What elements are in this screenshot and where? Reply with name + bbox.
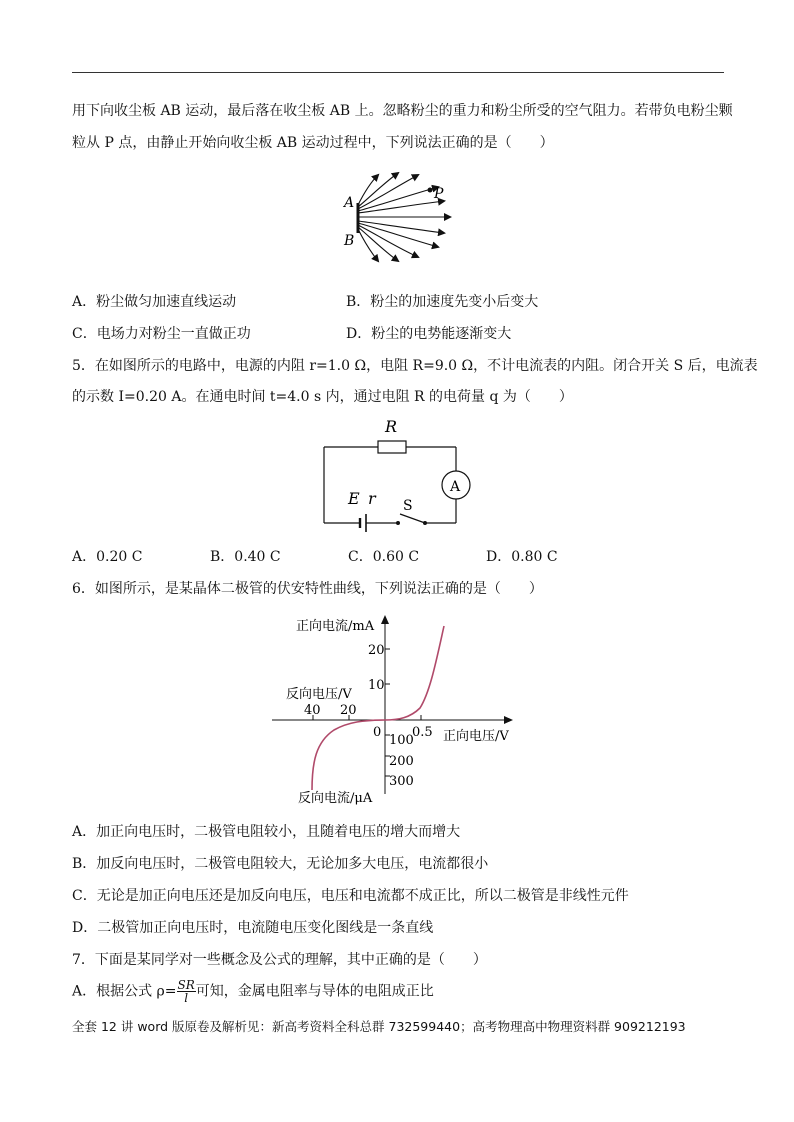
q6-option-a: A．加正向电压时，二极管电阻较小，且随着电压的增大而增大 [72,824,461,840]
y-tick-10: 10 [368,678,385,693]
q5-option-a: A．0.20 C [72,549,143,565]
fraction-numerator: SR [177,978,195,992]
q6-option-d: D．二极管加正向电压时，电流随电压变化图线是一条直线 [72,920,434,936]
q4-option-a: A．粉尘做匀加速直线运动 [72,294,237,310]
label-switch: S [403,498,413,514]
q5-line-2: 的示数 I=0.20 A。在通电时间 t=4.0 s 内，通过电阻 R 的电荷量 q 为（ ） [72,389,573,405]
label-ammeter: A [450,479,461,495]
q5-line-1: 5．在如图所示的电路中，电源的内阻 r=1.0 Ω，电阻 R=9.0 Ω，不计电流表的内阻。闭合开关 S 后，电流表 [72,358,758,374]
y-tick-neg-300: 300 [389,774,414,789]
switch-s [400,514,425,523]
q4-line-2: 粒从 P 点，由静止开始向收尘板 AB 运动过程中，下列说法正确的是（ ） [72,135,554,151]
footer-note: 全套 12 讲 word 版原卷及解析见：新高考资料全科总群 732599440；高考物理高中物理资料群 909212193 [72,1019,686,1034]
x-positive-label: 正向电压/V [443,729,509,744]
y-negative-label: 反向电流/μA [298,791,373,806]
y-tick-neg-100: 100 [389,733,414,748]
label-internal-r: r [368,489,376,508]
q4-line-1: 用下向收尘板 AB 运动，最后落在收尘板 AB 上。忽略粉尘的重力和粉尘所受的空气阻力。若带负电粉尘颗 [72,103,733,119]
point-p [428,188,433,193]
label-r: R [385,417,398,436]
q4-option-c: C．电场力对粉尘一直做正功 [72,326,251,342]
fraction-denominator: l [184,991,189,1005]
q4-option-d: D．粉尘的电势能逐渐变大 [346,326,512,342]
label-emf: E [348,489,360,508]
header-rule [72,72,724,73]
x-tick-40: 40 [304,703,321,718]
q5-option-c: C．0.60 C [348,549,420,565]
resistor-r [378,441,406,453]
q5-option-b: B．0.40 C [210,549,281,565]
x-tick-20: 20 [340,703,357,718]
q6-option-c: C．无论是加正向电压还是加反向电压，电压和电流都不成正比，所以二极管是非线性元件 [72,888,629,904]
q7-option-a-prefix: A．根据公式 ρ= [72,983,177,1000]
y-tick-20: 20 [368,643,385,658]
x-tick-0-5: 0.5 [412,725,433,740]
electric-field-figure [330,165,470,275]
y-tick-neg-200: 200 [389,754,414,769]
label-a: A [344,195,355,211]
x-negative-label: 反向电压/V [286,687,352,702]
label-p: P [434,186,444,202]
q7-stem: 7．下面是某同学对一些概念及公式的理解，其中正确的是（ ） [72,952,487,968]
resistivity-fraction [177,979,196,1004]
q7-option-a-suffix: 可知，金属电阻率与导体的电阻成正比 [195,983,434,1000]
q6-stem: 6．如图所示，是某晶体二极管的伏安特性曲线，下列说法正确的是（ ） [72,581,543,597]
diode-iv-chart [272,612,522,812]
q4-option-b: B．粉尘的加速度先变小后变大 [346,294,539,310]
label-b: B [344,233,355,249]
q7-option-a [72,979,434,1004]
q5-option-d: D．0.80 C [486,549,558,565]
y-positive-label: 正向电流/mA [296,619,375,634]
circuit-figure [310,412,480,537]
origin-label: 0 [373,725,382,740]
q6-option-b: B．加反向电压时，二极管电阻较大，无论加多大电压，电流都很小 [72,856,489,872]
